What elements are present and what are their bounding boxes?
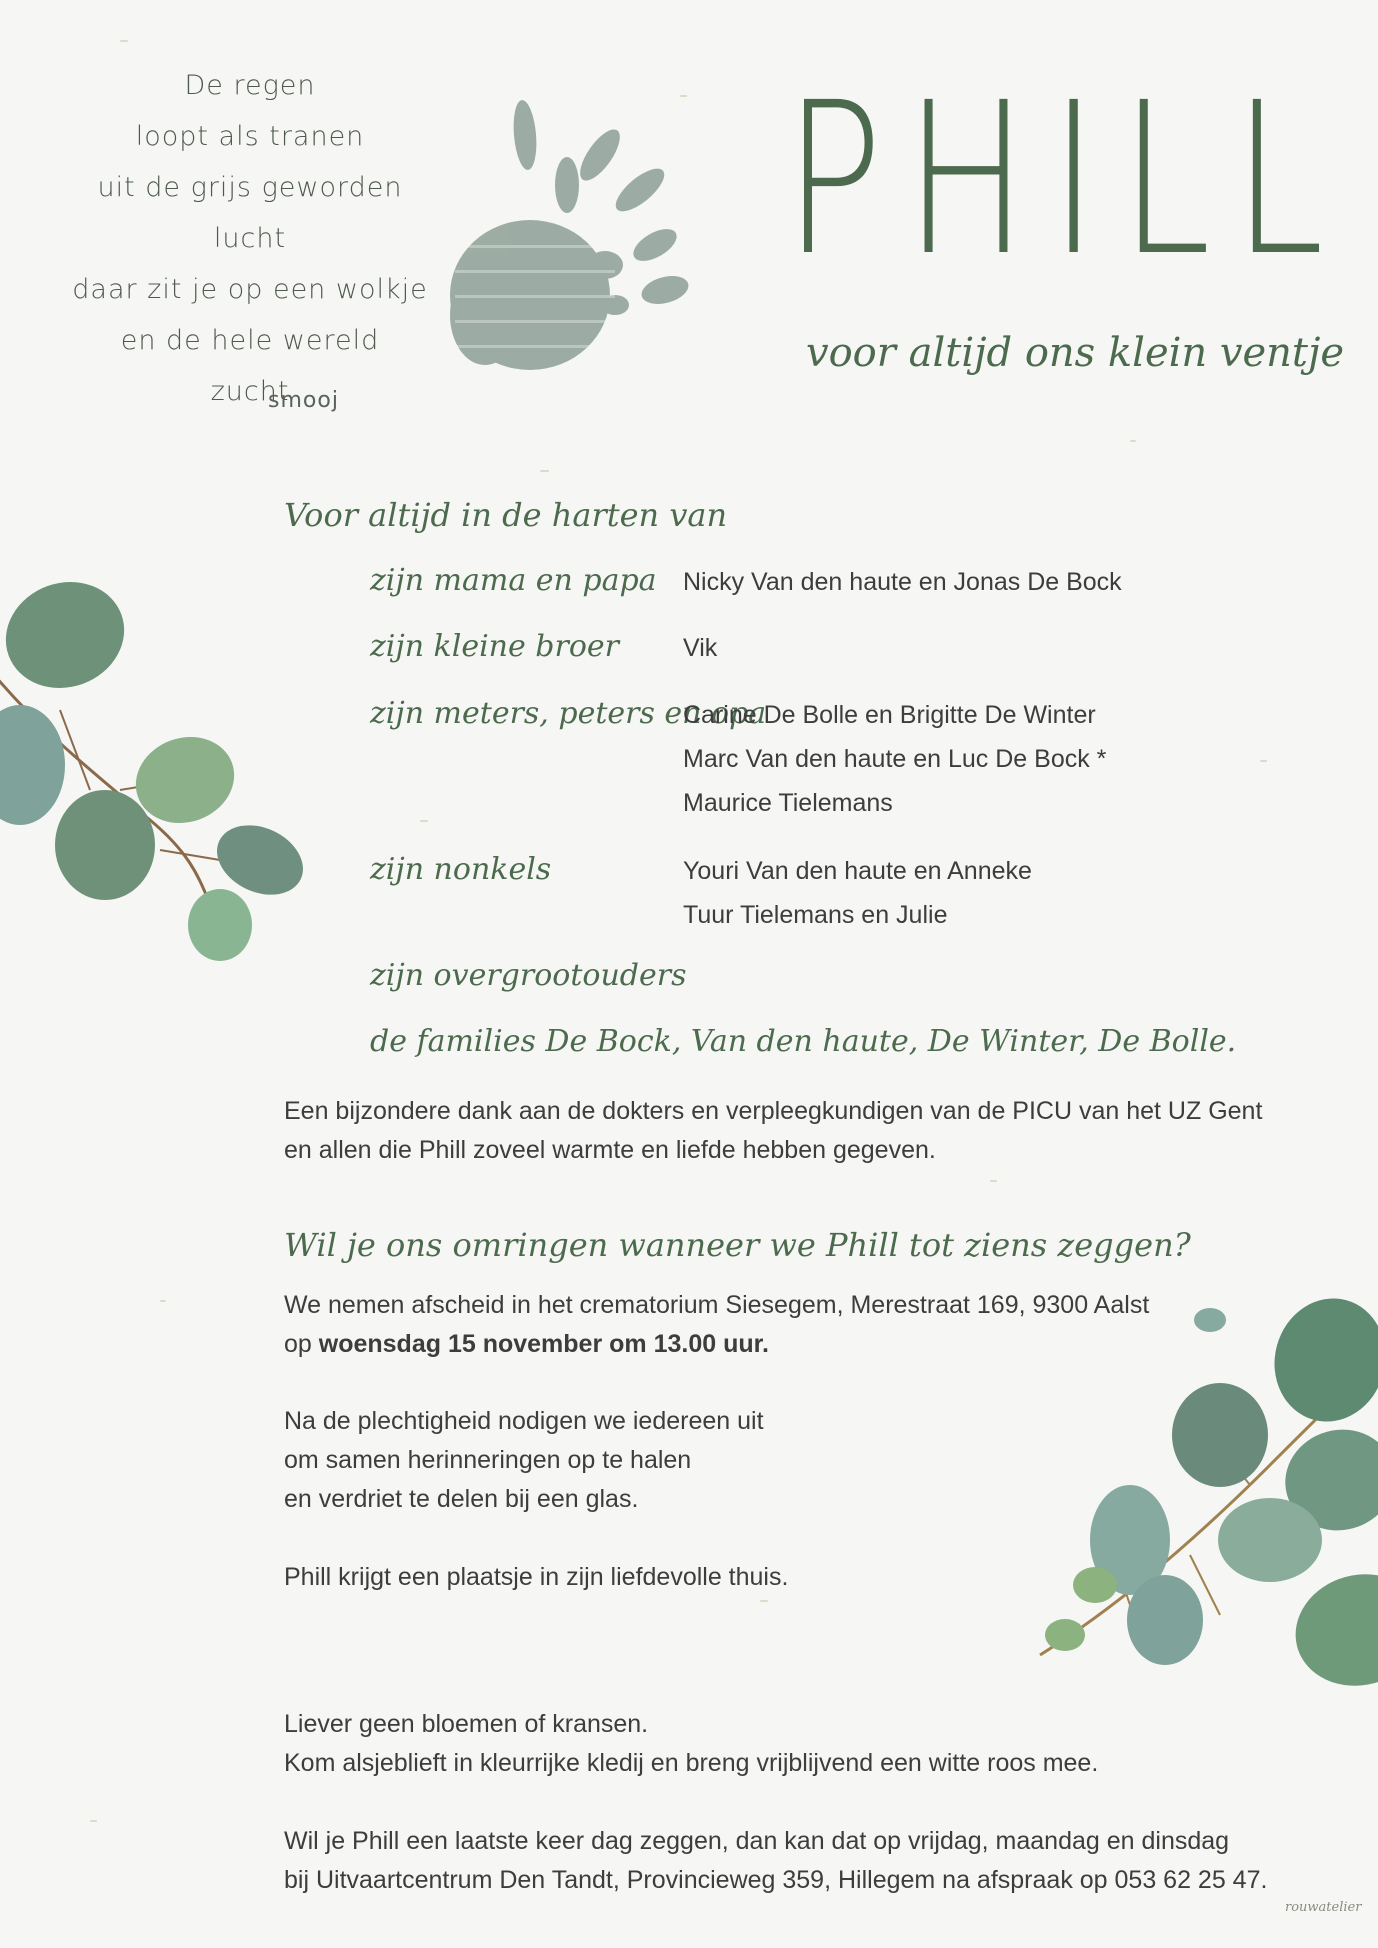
farewell-location: We nemen afscheid in het crematorium Siesegem, Merestraat 169, 9300 Aalst [284, 1291, 1150, 1319]
relation-label: zijn overgrootouders [370, 958, 687, 993]
relation-label: zijn kleine broer [370, 629, 619, 664]
relation-name: Marc Van den haute en Luc De Bock * [683, 745, 1107, 773]
paper-speck [90, 1820, 97, 1822]
relation-label: zijn nonkels [370, 852, 552, 887]
visit-text [284, 1822, 1267, 1900]
relation-names [683, 560, 1122, 604]
handprint-icon [425, 95, 715, 395]
farewell-date: woensdag 15 november om 13.00 uur. [318, 1330, 769, 1358]
farewell-heading: Wil je ons omringen wanneer we Phill tot ziens zeggen? [284, 1226, 1191, 1264]
poem [70, 60, 430, 417]
paper-speck [540, 470, 549, 472]
subtitle: voor altijd ons klein ventje [806, 330, 1345, 376]
poem-line: zucht [210, 376, 290, 407]
reception-line: en verdriet te delen bij een glas. [284, 1485, 639, 1513]
relation-names [683, 849, 1032, 937]
reception-line: om samen herinneringen op te halen [284, 1446, 692, 1474]
visit-line: Wil je Phill een laatste keer dag zeggen, dan kan dat op vrijdag, maandag en dinsdag [284, 1827, 1230, 1855]
request-line: Kom alsjeblieft in kleurrijke kledij en breng vrijblijvend een witte roos mee. [284, 1749, 1099, 1777]
relation-name: Carine De Bolle en Brigitte De Winter [683, 701, 1096, 729]
paper-speck [990, 1180, 997, 1182]
paper-speck [760, 1600, 768, 1602]
thanks-line: Een bijzondere dank aan de dokters en verpleegkundigen van de PICU van het UZ Gent [284, 1097, 1263, 1125]
reception-text [284, 1402, 764, 1519]
poem-line: daar zit je op een wolkje [72, 274, 428, 305]
relation-name: Nicky Van den haute en Jonas De Bock [683, 568, 1122, 596]
home-text: Phill krijgt een plaatsje in zijn liefdevolle thuis. [284, 1563, 789, 1591]
paper-speck [160, 1300, 166, 1302]
relation-name: Vik [683, 634, 718, 662]
paper-speck [1130, 440, 1136, 442]
families-line: de families De Bock, Van den haute, De Winter, De Bolle. [370, 1024, 1237, 1059]
relation-name: Maurice Tielemans [683, 789, 893, 817]
paper-speck [420, 820, 428, 822]
poem-line: uit de grijs geworden lucht [97, 172, 403, 254]
thanks-line: en allen die Phill zoveel warmte en liefde hebben gegeven. [284, 1136, 936, 1164]
visit-line: bij Uitvaartcentrum Den Tandt, Provincieweg 359, Hillegem na afspraak op 053 62 25 47. [284, 1866, 1268, 1894]
poem-line: loopt als tranen [135, 121, 365, 152]
thanks-text [284, 1092, 1262, 1170]
poem-line: en de hele wereld [120, 325, 380, 356]
relation-label: zijn meters, peters en opa [370, 696, 767, 731]
family-heading: Voor altijd in de harten van [284, 496, 728, 534]
farewell-date-prefix: op [284, 1330, 312, 1358]
poem-author: smooj [268, 388, 339, 413]
eucalyptus-branch-left-icon [0, 560, 320, 980]
relation-name: Tuur Tielemans en Julie [683, 901, 948, 929]
deceased-name: PHILL [784, 57, 1346, 302]
requests-text [284, 1705, 1098, 1783]
paper-speck [1260, 760, 1267, 762]
paper-speck [120, 40, 128, 42]
relation-names [683, 626, 717, 670]
request-line: Liever geen bloemen of kransen. [284, 1710, 649, 1738]
poem-line: De regen [184, 70, 316, 101]
signature: rouwatelier [1285, 1900, 1362, 1915]
reception-line: Na de plechtigheid nodigen we iedereen uit [284, 1407, 764, 1435]
relation-label: zijn mama en papa [370, 563, 657, 598]
eucalyptus-branch-right-icon [1020, 1285, 1378, 1705]
relation-names [683, 693, 1106, 825]
relation-name: Youri Van den haute en Anneke [683, 857, 1032, 885]
